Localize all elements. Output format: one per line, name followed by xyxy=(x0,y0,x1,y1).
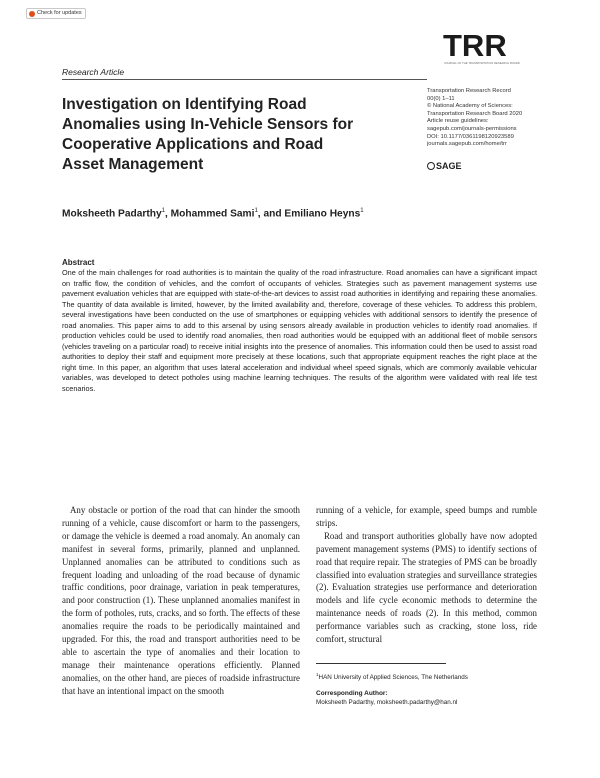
affiliation-text: HAN University of Applied Sciences, The Netherlands xyxy=(318,674,468,682)
check-for-updates-badge[interactable] xyxy=(26,8,86,19)
journal-info-line: Transportation Research Board 2020 xyxy=(427,110,523,117)
journal-info-line: Article reuse guidelines: xyxy=(427,118,489,125)
crossmark-icon xyxy=(29,11,35,17)
journal-info-line: © National Academy of Sciences: xyxy=(427,103,513,110)
article-title: Investigation on Identifying Road Anomalies using In-Vehicle Sensors for Cooperative Applications and Road Asset Management xyxy=(62,96,354,173)
badge-label: Check for updates xyxy=(37,10,82,16)
author-affiliation-mark: 1 xyxy=(161,208,165,214)
corresponding-author-heading: Corresponding Author: xyxy=(316,690,388,697)
journal-info-line: Transportation Research Record xyxy=(427,88,511,94)
publisher-name: SAGE xyxy=(436,161,462,171)
body-left-column: Any obstacle or portion of the road that can hinder the smooth running of a vehicle, cause discomfort or harm to the passengers, or damage the vehicle is deemed a road anomaly. An anomaly can manifest in several forms, primarily, planned and unplanned. Unplanned anomalies can be attributed to conditions such as frequent loading and unloading of the road because of dynamic traffic conditions, poor drainage, variation in peak temperatures, and poor construction (1). These unplanned anomalies manifest in the form of potholes, ruts, cracks, and so forth. The effects of these anomalies require the roads to be periodically maintained and upgraded. For this, the road and transport authorities need to be able to ascertain the type of anomalies and their location to manage their maintenance operations efficiently. Planned anomalies, on the other hand, are pieces of roadside infrastructure that have an intentional impact on the smooth xyxy=(62,505,300,696)
author-name: Mohammed Sami xyxy=(170,208,255,220)
sage-s-icon xyxy=(427,162,435,170)
body-right-column xyxy=(316,504,537,646)
author-affiliation-mark: 1 xyxy=(254,208,258,214)
footnote-rule xyxy=(316,663,446,664)
author-separator: , xyxy=(164,208,171,220)
author-name: Moksheeth Padarthy xyxy=(62,208,162,220)
abstract-text: One of the main challenges for road authorities is to maintain the quality of the road infrastructure. Road anomalies can have a significant impact on traffic flow, the condition of vehicles, and the comfort of occupants of vehicles. Strategies such as pavement management systems use pavement evaluation vehicles that are equipped with state-of-the-art devices to assist road authorities in identifying and repairing these anomalies. The quantity of data available is limited, however, by the limited availability and, therefore, coverage of these vehicles. To address this problem, several investigations have been conducted on the use of smartphones or equipping vehicles with additional sensors to identify the presence of road anomalies. This paper aims to add to this arsenal by using sensors already available in production vehicles to identify road anomalies. If production vehicles could be used to identify road anomalies, then road authorities would be equipped with an additional fleet of mobile sensors (vehicles traveling on a particular road) to receive initial insights into the presence of anomalies. This information could then be used to assist road authorities to deploy their staff and equipment more precisely at these locations, such that appropriate equipment reaches the right place at the right time. In this paper, an algorithm that uses lateral acceleration and individual wheel speed signals, which are commonly available vehicular variables, was developed to detect potholes using machine learning techniques. The results of the algorithm were validated with real life test scenarios. xyxy=(62,268,537,393)
body-paragraph: running of a vehicle, for example, speed bumps and rumble strips. xyxy=(316,505,537,528)
journal-info-doi[interactable]: DOI: 10.1177/0361198120923589 xyxy=(427,133,514,140)
author-affiliation-mark: 1 xyxy=(360,208,364,214)
author-separator: , and xyxy=(257,208,285,220)
abstract-heading: Abstract xyxy=(62,258,95,267)
journal-info xyxy=(427,88,577,149)
author-name: Emiliano Heyns xyxy=(284,208,361,220)
corresponding-author: Moksheeth Padarthy, moksheeth.padarthy@han.nl xyxy=(316,699,458,706)
journal-info-link[interactable]: journals.sagepub.com/home/trr xyxy=(427,141,507,148)
journal-logo: TRR xyxy=(443,28,507,63)
author-list xyxy=(62,208,364,219)
journal-info-line: 00(0) 1–11 xyxy=(427,95,455,102)
journal-info-link[interactable]: sagepub.com/journals-permissions xyxy=(427,125,517,132)
affiliation-mark: 1 xyxy=(316,672,319,677)
article-type: Research Article xyxy=(62,67,125,77)
journal-logo-subtitle: JOURNAL OF THE TRANSPORTATION RESEARCH BOARD xyxy=(444,62,520,65)
body-paragraph: Road and transport authorities globally have now adopted pavement management systems (PMS) to identify sections of road that require repair. The strategies of PMS can be broadly classified into evaluation strategies and surveillance strategies (2). Evaluation strategies use performance and deterioration models and life cycle economic methods to determine the maintenance needs of roads (2). In this method, common performance variables such as cracking, stone loss, ride comfort, structural xyxy=(316,530,537,645)
sage-logo xyxy=(427,161,462,171)
header-rule xyxy=(62,79,427,80)
affiliation-footnote xyxy=(316,672,468,681)
